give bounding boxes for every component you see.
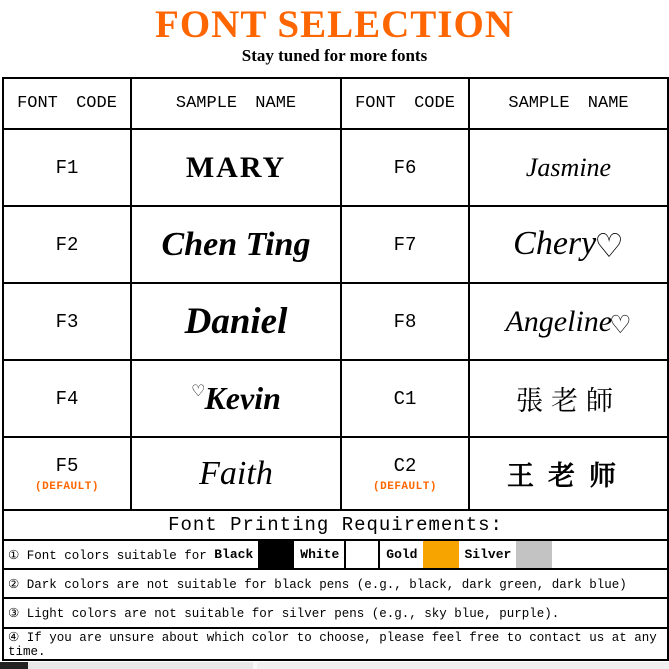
sample-text: MARY [185,150,287,184]
sample-text: Angeline [505,304,613,338]
sample-chen-ting [131,206,341,283]
scrollbar-track[interactable] [257,662,669,669]
sample-text: 張老師 [516,386,621,417]
sample-zhang-laoshi [469,360,668,437]
white-swatch [344,541,380,568]
requirement-item-3: ③ Light colors are not suitable for silver pens (e.g., sky blue, purple). [3,598,668,628]
requirement-row-1 [3,540,668,569]
sample-faith [131,437,341,510]
header-row [3,78,668,129]
requirements-heading: Font Printing Requirements: [3,510,668,540]
font-code-f4: F4 [3,360,131,437]
font-code-f6: F6 [341,129,469,206]
requirement-row-2 [3,569,668,598]
sample-jasmine [469,129,668,206]
sample-chery [469,206,668,283]
scrollbar-thumb[interactable] [0,662,28,669]
heart-icon: ♡ [594,225,624,265]
font-code-c1: C1 [341,360,469,437]
sample-text: 王老师 [507,461,630,492]
font-code-text: F5 [55,454,79,477]
sample-angeline [469,283,668,360]
default-badge: (DEFAULT) [35,480,99,493]
sample-text: Chery [513,224,597,262]
font-row-f2-f7 [3,206,668,283]
font-code-text: C2 [393,454,417,477]
silver-swatch-label: Silver [464,547,512,562]
sample-text: Jasmine [525,152,612,182]
font-code-f2: F2 [3,206,131,283]
sample-text: Kevin [204,380,281,416]
requirements-heading-row [3,510,668,540]
sample-kevin [131,360,341,437]
font-code-f3: F3 [3,283,131,360]
font-code-f5 [3,437,131,510]
requirement-row-3 [3,598,668,628]
black-swatch [258,541,294,568]
scrollbar-track[interactable] [28,662,253,669]
font-code-c2 [341,437,469,510]
requirement-1-text: ① Font colors suitable for [8,548,215,563]
page-subtitle: Stay tuned for more fonts [241,46,428,65]
requirement-item-2: ② Dark colors are not suitable for black pens (e.g., black, dark green, dark blue) [3,569,668,598]
font-code-f1: F1 [3,129,131,206]
font-row-f3-f8 [3,283,668,360]
font-row-f4-c1 [3,360,668,437]
requirement-item-1 [3,540,668,569]
gold-swatch [423,541,459,568]
col-header-font-code-left: FONT CODE [3,78,131,129]
font-row-f5-c2 [3,437,668,510]
heart-icon: ♡ [191,381,206,400]
requirement-item-4: ④ If you are unsure about which color to choose, please feel free to contact us at any time. [3,628,668,660]
requirement-row-4 [3,628,668,660]
font-code-f7: F7 [341,206,469,283]
font-table [2,77,669,661]
sample-wang-laoshi [469,437,668,510]
col-header-sample-name-left: SAMPLE NAME [131,78,341,129]
white-swatch-label: White [300,547,340,562]
heart-icon: ♡ [609,309,632,339]
font-code-f8: F8 [341,283,469,360]
horizontal-scrollbar[interactable] [0,662,669,669]
col-header-sample-name-right: SAMPLE NAME [469,78,668,129]
gold-swatch-label: Gold [386,547,418,562]
page-title: FONT SELECTION [155,3,514,46]
col-header-font-code-right: FONT CODE [341,78,469,129]
sample-mary [131,129,341,206]
sample-text: Faith [199,454,273,492]
sample-text: Chen Ting [161,225,311,263]
black-swatch-label: Black [214,547,254,562]
sample-daniel [131,283,341,360]
sample-text: Daniel [184,301,288,342]
font-row-f1-f6 [3,129,668,206]
silver-swatch [516,541,552,568]
default-badge: (DEFAULT) [373,480,437,493]
